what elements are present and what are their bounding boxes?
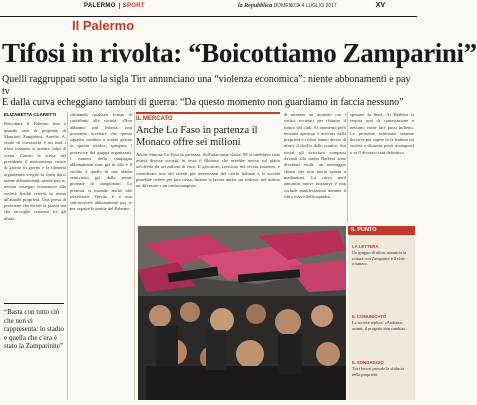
sidebar-item-title: IL COMUNICATO: [352, 314, 387, 319]
sidebar-item: [352, 314, 412, 331]
sidebar-label: IL PUNTO: [348, 226, 415, 235]
article-column-2: [70, 112, 132, 400]
page-number: XV: [375, 2, 385, 9]
sidebar-item-text: Tra i lettori prevale la sfiducia nella proprietà.: [352, 365, 404, 377]
section-label: PALERMO: [84, 3, 116, 9]
column-rule: [347, 112, 348, 222]
masthead-bar: [0, 0, 417, 12]
sidebar-item: [352, 360, 412, 377]
column-rule: [134, 112, 135, 400]
pull-quote: “Basta con tutto ciò che non ci rappresenta: lo stadio e quella che c'era è stato la Zamparinite”: [4, 303, 64, 351]
page-title: Tifosi in rivolta: “Boicottiamo Zamparini”: [2, 38, 477, 68]
sidebar-item-title: LA LETTERA: [352, 244, 379, 249]
mercato-box: [136, 112, 280, 220]
fans-photo: [138, 226, 346, 400]
section-kicker: [0, 16, 417, 35]
article-text-4: sposano la linea. Al Barbera si respira aria di contestazione e nessuno vuole fare passi indietro. Le prossime settimane saranno decisive per capire se la frattura tra società e tifoseria potrà ricomporsi o se il divorzio sarà definitivo.: [350, 112, 414, 155]
column-rule: [67, 112, 68, 400]
article-text-1: Boicottare il Palermo fino a quando sarà di proprietà di Maurizio Zamparini. Aurelio A. vitale di curvasorta è un tutti i tifosi rosanero si quattro colpi di scena. Contro le scelte del presidente il malcontento cresce di giorno in giorno e la tifoseria organizzata sceglie la linea dura: niente abbonamenti, niente pay tv, nessun sostegno economico alla società finché resterà in mano all'attuale proprietà. Una presa di posizione che divide la piazza ma che raccoglie consensi tra gli ultras.: [4, 121, 66, 221]
mercato-title: Anche Lo Faso in partenza il Monaco offre sei milioni: [136, 125, 258, 148]
sidebar-item-title: IL SONDAGGIO: [352, 360, 384, 365]
crowd-photo-illustration: [138, 226, 346, 400]
article-text-3: di ottenere un incontro con i vertici societari per chiarire il futuro del club. Al momento però nessuna apertura è arrivata dalla proprietà e i tifosi hanno deciso di alzare il livello dello scontro. Sui social gli striscioni comparsi davanti allo stadio Barbera sono diventati virali: un messaggio chiaro che non lascia spazio a mediazioni. La curva nord annuncia nuove iniziative e non esclude manifestazioni durante il ritiro estivo della squadra.: [284, 112, 346, 199]
article-column-4: [350, 112, 414, 222]
sidebar-box: [348, 226, 415, 400]
mercato-label: IL MERCATO: [136, 112, 280, 122]
mercato-body: Anche Simone Lo Faso in partenza. Sull'attaccante classe '98 si sarebbero fatte avanti diverse società, in testa il Monaco che avrebbe messo sul piatto un'offerta da sei milioni di euro. Il giocatore, cresciuto nel vivaio rosanero, è considerato uno dei talenti più interessanti del calcio italiano e la società potrebbe cedere per fare cassa. Intanto si lavora anche sui rinforzi: nel mirino un difensore e un centrocampista.: [136, 152, 280, 189]
paper-info: [238, 3, 337, 9]
article-column-1: [4, 112, 66, 298]
subhead-line-2: E dalla curva echeggiano tamburi di guerra: “Da questo momento non guardiamo in faccia nessuno”: [2, 97, 404, 108]
article-column-3: [284, 112, 346, 222]
subhead-line-1: Quelli raggruppati sotto la sigla Tirr annunciano una “violenza economica”: niente abbonamenti e pay tv: [2, 74, 411, 97]
kicker-text: Il Palermo: [72, 18, 135, 33]
sidebar-item-text: Un gruppo di ultras annuncia la rottura con Zamparini e il club rosanero.: [352, 249, 407, 267]
article-text-2: rifiutando qualsiasi forma di contributo alla società. «Non abbiamo più fiducia, non possiamo accettare che questa squadra continui a essere gestita in questo modo», spiegano i portavoce dei gruppi organizzati. I numeri della campagna abbonamenti sono già in calo e il rischio è quello di uno stadio semivuoto già dalle prime giornate di campionato. La protesta si estende anche alle televisioni: l'invito è a non sottoscrivere abbonamenti pay tv per seguire le partite del Palermo.: [70, 112, 132, 212]
subsection-label: SPORT: [122, 3, 145, 9]
issue-date: DOMENICA 4 LUGLIO 2017: [273, 3, 337, 9]
subheadline: [2, 74, 416, 109]
section-divider: [119, 3, 120, 9]
sidebar-item: [352, 244, 412, 267]
byline: ELIZABETTA CLARETTI: [4, 112, 57, 117]
paper-name: la Repubblica: [238, 3, 273, 9]
sidebar-item-text: La società replica: «Andiamo avanti, il progetto non cambia».: [352, 319, 407, 331]
section-tags: [0, 3, 145, 9]
